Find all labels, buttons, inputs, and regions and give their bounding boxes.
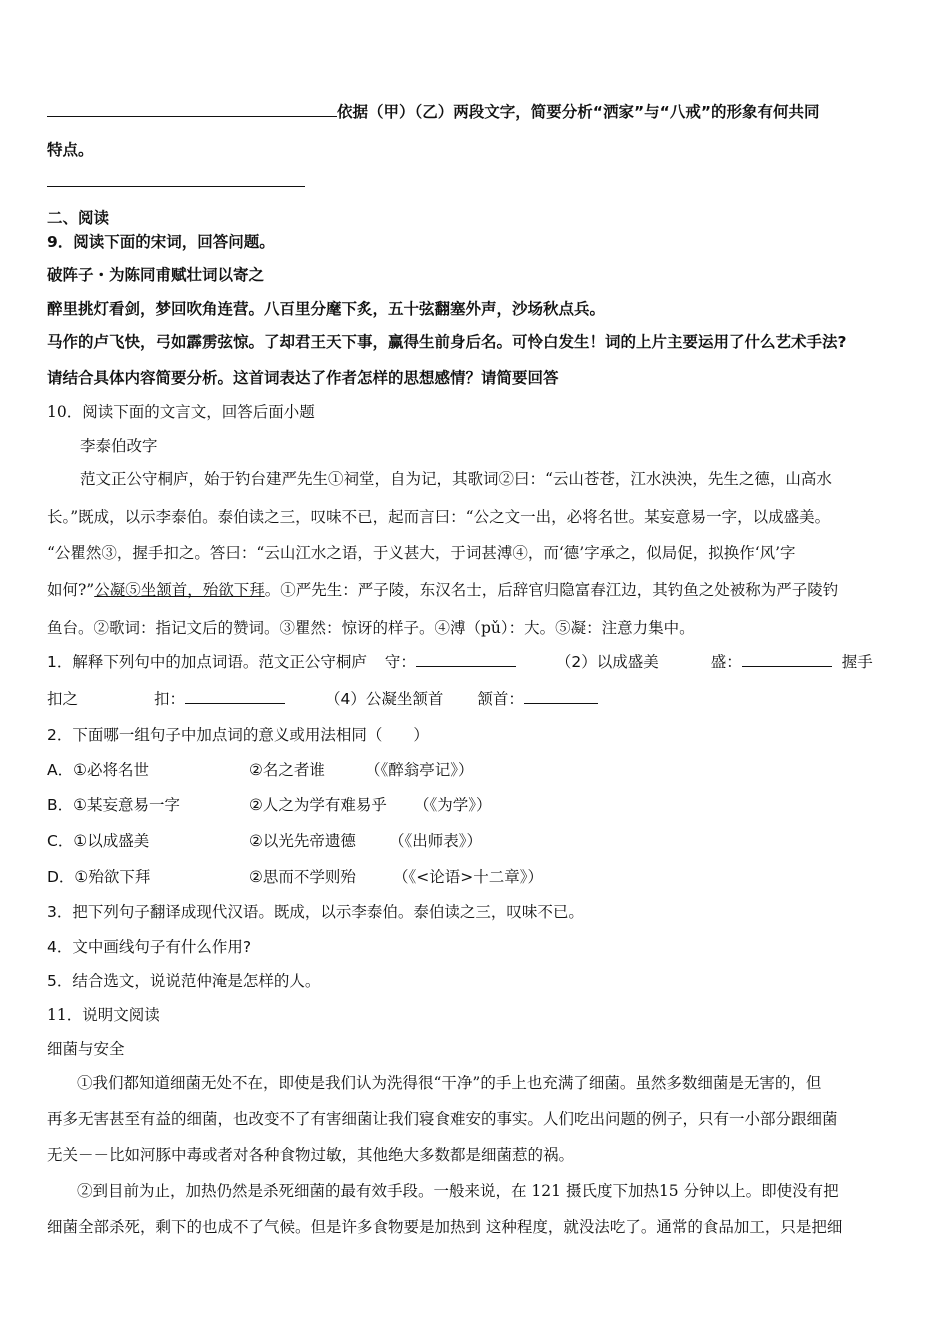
option-src: （《为学》） [414,796,492,814]
q-text: 扣之 [47,690,79,708]
option-src: （《<论语>十二章》） [393,868,543,886]
passage-line: “公瞿然③，握手扣之。答曰：“云山江水之语，于义甚大，于词甚溥④，而‘德’字承之，似局促，拟换作‘风’字 [47,544,796,562]
option-a[interactable] [47,760,474,780]
answer-blank[interactable] [47,172,305,187]
poem-title: 破阵子・为陈同甫赋壮词以寄之 [47,266,265,284]
option-val: ②思而不学则殆 [249,868,356,886]
sub-question-3: 3．把下列句子翻译成现代汉语。既成，以示李泰伯。泰伯读之三，叹味不已。 [47,903,584,921]
task-line [47,102,820,122]
q-text: 握手 [841,653,873,671]
passage-notes: 鱼台。②歌词：指记文后的赞词。③瞿然：惊讶的样子。④溥（pǔ）：大。⑤凝：注意力集中。 [47,619,695,637]
passage-line: 再多无害甚至有益的细菌，也改变不了有害细菌让我们寝食难安的事实。人们吃出问题的例子，只有一小部分跟细菌 [47,1110,838,1128]
option-key: D．①殆欲下拜 [47,868,151,886]
sub-question-2: 2．下面哪一组句子中加点词的意义或用法相同（ ） [47,726,429,744]
option-key: A．①必将名世 [47,761,149,779]
passage-line: 范文正公守桐庐，始于钓台建严先生①祠堂，自为记，其歌词②曰：“云山苍苍，江水泱泱，先生之德，山高水 [80,470,832,488]
sub-question-1-cont [47,689,598,709]
answer-line [47,172,305,192]
q-text: 守： [384,653,416,671]
passage-text: 如何?” [47,581,95,599]
q-text: 盛： [710,653,742,671]
q-text: 扣： [154,690,186,708]
q11-prompt: 11．说明文阅读 [47,1006,160,1024]
answer-blank[interactable] [185,689,285,704]
passage-line: 长。”既成，以示李泰伯。泰伯读之三，叹味不已，起而言曰：“公之文一出，必将名世。某妄意易一字，以成盛美。 [47,508,831,526]
sub-question-5: 5．结合选文，说说范仲淹是怎样的人。 [47,972,321,990]
passage-text: 。①严先生：严子陵，东汉名士，后辞官归隐富春江边，其钓鱼之处被称为严子陵钓 [264,581,839,599]
option-key: B．①某妄意易一字 [47,796,181,814]
passage-line: ②到目前为止，加热仍然是杀死细菌的最有效手段。一般来说，在 121 摄氏度下加热15 分钟以上。即使没有把 [77,1182,839,1200]
passage-title: 细菌与安全 [47,1040,125,1058]
answer-blank[interactable] [416,652,516,667]
option-val: ②名之者谁 [249,761,325,779]
underlined-sentence: 公凝⑤坐颔首，殆欲下拜 [94,581,265,599]
answer-blank[interactable] [47,102,337,117]
option-b[interactable] [47,795,492,815]
q-text: 1．解释下列句中的加点词语。范文正公守桐庐 [47,653,367,671]
sub-question-1 [47,652,873,672]
passage-line: ①我们都知道细菌无处不在，即使是我们认为洗得很“干净”的手上也充满了细菌。虽然多数细菌是无害的，但 [77,1074,822,1092]
passage-line: 细菌全部杀死，剩下的也成不了气候。但是许多食物要是加热到 这种程度，就没法吃了。通常的食品加工，只是把细 [47,1218,843,1236]
option-src: （《醉翁亭记》） [365,761,474,779]
task-cont: 特点。 [47,141,94,159]
q-text: （2）以成盛美 [555,653,659,671]
q-text: （4）公凝坐颔首 [325,690,444,708]
q9-prompt: 9．阅读下面的宋词，回答问题。 [47,233,275,251]
option-src: （《出师表》） [389,832,483,850]
q10-prompt: 10．阅读下面的文言文，回答后面小题 [47,403,315,421]
section-title: 二、阅读 [47,209,110,227]
q9-question: 请结合具体内容简要分析。这首词表达了作者怎样的思想感情？请简要回答 [47,369,559,387]
option-val: ②人之为学有难易乎 [249,796,387,814]
poem-line: 醉里挑灯看剑，梦回吹角连营。八百里分麾下炙，五十弦翻塞外声，沙场秋点兵。 [47,300,606,318]
option-c[interactable] [47,831,482,851]
passage-title: 李泰伯改字 [80,437,158,455]
poem-line: 马作的卢飞快，弓如霹雳弦惊。了却君王天下事，赢得生前身后名。可怜白发生！词的上片主要运用了什么艺术手法? [47,333,847,351]
task-text: 依据（甲）（乙）两段文字，简要分析“洒家”与“八戒”的形象有何共同 [337,103,820,121]
passage-line: 无关－－比如河豚中毒或者对各种食物过敏，其他绝大多数都是细菌惹的祸。 [47,1146,575,1164]
option-d[interactable] [47,867,543,887]
answer-blank[interactable] [742,652,832,667]
passage-line [47,580,838,600]
sub-question-4: 4．文中画线句子有什么作用? [47,938,252,956]
q-text: 颔首： [477,690,524,708]
option-val: ②以光先帝遗德 [249,832,356,850]
option-key: C．①以成盛美 [47,832,150,850]
answer-blank[interactable] [524,689,598,704]
